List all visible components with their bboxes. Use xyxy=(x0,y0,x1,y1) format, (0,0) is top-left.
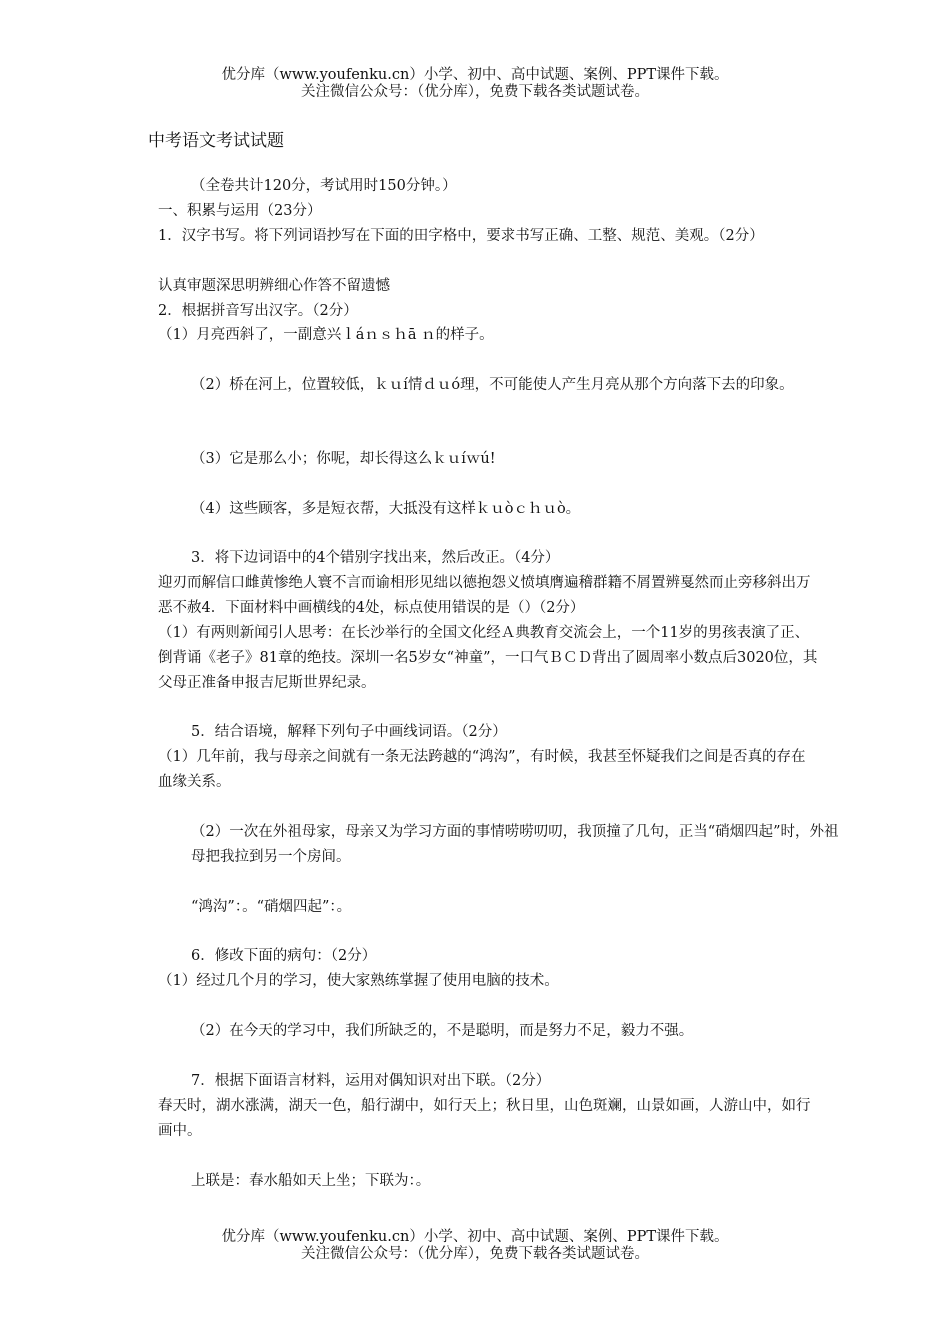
question-7: 7．根据下面语言材料，运用对偶知识对出下联。（2分） xyxy=(191,1073,551,1089)
document-title: 中考语文考试试题 xyxy=(148,131,284,151)
question-1: 1．汉字书写。将下列词语抄写在下面的田字格中，要求书写正确、工整、规范、美观。（2分） xyxy=(158,228,764,244)
header-line-2: 关注微信公众号：（优分库），免费下载各类试题试卷。 xyxy=(301,84,649,100)
section-heading: 一、积累与运用（23分） xyxy=(158,203,322,219)
question-5: 5．结合语境，解释下列句子中画线词语。（2分） xyxy=(191,724,507,740)
header-line-1: 优分库（www.youfenku.cn）小学、初中、高中试题、案例、PPT课件下载。 xyxy=(221,67,729,83)
question-7-material: 春天时，湖水涨满，湖天一色，船行湖中，如行天上；秋日里，山色斑斓，山景如画，人游山中，如行画中。 xyxy=(158,1098,811,1139)
question-6: 6．修改下面的病句：（2分） xyxy=(191,948,377,964)
question-2-item-4: （4）这些顾客，多是短衣帮，大抵没有这样ｋｕòｃｈｕò。 xyxy=(191,501,581,517)
question-1-words: 认真审题深思明辨细心作答不留遗憾 xyxy=(158,278,390,294)
question-2-item-2: （2）桥在河上，位置较低，ｋｕí情ｄｕó理，不可能使人产生月亮从那个方向落下去的印象。 xyxy=(191,377,794,393)
exam-note: （全卷共计120分，考试用时150分钟。） xyxy=(191,178,457,194)
footer-line-2: 关注微信公众号：（优分库），免费下载各类试题试卷。 xyxy=(301,1246,649,1262)
question-2-item-3: （3）它是那么小；你呢，却长得这么ｋｕíｗú! xyxy=(191,451,496,467)
question-4-item-1: （1）有两则新闻引人思考：在长沙举行的全国文化经Ａ典教育交流会上，一个11岁的男孩表演了正、倒背诵《老子》81章的绝技。深圳一名5岁女“神童”，一口气ＢＣＤ背出了圆周率小数点后3020位，其父母正准备申报吉尼斯世界纪录。 xyxy=(158,625,818,691)
question-2-item-1: （1）月亮西斜了，一副意兴ｌáｎｓｈā ｎ的样子。 xyxy=(158,327,494,343)
question-5-item-2: （2）一次在外祖母家，母亲又为学习方面的事情唠唠叨叨，我顶撞了几句，正当“硝烟四起”时，外祖母把我拉到另一个房间。 xyxy=(191,824,839,865)
question-3: 3．将下边词语中的4个错别字找出来，然后改正。（4分） xyxy=(191,550,560,566)
question-2: 2．根据拼音写出汉字。（2分） xyxy=(158,303,358,319)
footer-line-1: 优分库（www.youfenku.cn）小学、初中、高中试题、案例、PPT课件下载。 xyxy=(221,1229,729,1245)
question-5-answer: “鸿沟”：。“硝烟四起”：。 xyxy=(191,899,352,915)
question-5-item-1: （1）几年前，我与母亲之间就有一条无法跨越的“鸿沟”，有时候，我甚至怀疑我们之间是否真的存在血缘关系。 xyxy=(158,749,806,790)
question-6-item-1: （1）经过几个月的学习，使大家熟练掌握了使用电脑的技术。 xyxy=(158,973,559,989)
page-header xyxy=(0,67,950,101)
question-7-answer: 上联是：春水船如天上坐；下联为：。 xyxy=(191,1173,431,1189)
question-3-words: 迎刃而解信口雌黄惨绝人寰不言而谕相形见绌以德抱怨义愤填膺遍稽群籍不屑置辨戛然而止旁移斜出万恶不赦4．下面材料中画横线的4处，标点使用错误的是（）（2分） xyxy=(158,575,811,616)
page-footer xyxy=(0,1229,950,1263)
question-6-item-2: （2）在今天的学习中，我们所缺乏的，不是聪明，而是努力不足，毅力不强。 xyxy=(191,1023,694,1039)
